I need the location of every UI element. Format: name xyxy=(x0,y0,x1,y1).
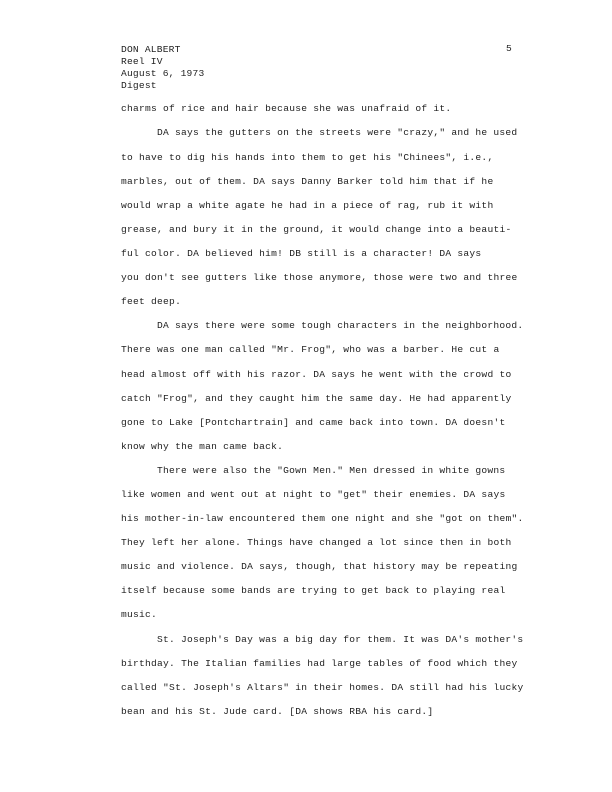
text-line: music and violence. DA says, though, that history may be repeating xyxy=(121,561,518,572)
text-line: like women and went out at night to "get" their enemies. DA says xyxy=(121,489,506,500)
interview-date: August 6, 1973 xyxy=(121,68,205,79)
text-line: birthday. The Italian families had large tables of food which they xyxy=(121,658,518,669)
text-line: marbles, out of them. DA says Danny Barker told him that if he xyxy=(121,176,494,187)
text-line: you don't see gutters like those anymore, those were two and three xyxy=(121,272,518,283)
text-line: music. xyxy=(121,609,158,620)
text-line: would wrap a white agate he had in a piece of rag, rub it with xyxy=(121,200,494,211)
text-line: to have to dig his hands into them to get his "Chinees", i.e., xyxy=(121,152,494,163)
text-line: called "St. Joseph's Altars" in their homes. DA still had his lucky xyxy=(121,682,524,693)
text-line: bean and his St. Jude card. [DA shows RBA his card.] xyxy=(121,706,434,717)
text-line: There was one man called "Mr. Frog", who was a barber. He cut a xyxy=(121,344,500,355)
text-line: DA says the gutters on the streets were "crazy," and he used xyxy=(157,127,518,138)
document-type: Digest xyxy=(121,80,157,91)
text-line: St. Joseph's Day was a big day for them. It was DA's mother's xyxy=(157,634,524,645)
text-line: They left her alone. Things have changed a lot since then in both xyxy=(121,537,512,548)
text-line: feet deep. xyxy=(121,296,182,307)
text-line: charms of rice and hair because she was unafraid of it. xyxy=(121,103,452,114)
text-line: There were also the "Gown Men." Men dressed in white gowns xyxy=(157,465,506,476)
text-line: catch "Frog", and they caught him the same day. He had apparently xyxy=(121,393,512,404)
text-line: head almost off with his razor. DA says he went with the crowd to xyxy=(121,369,512,380)
text-line: DA says there were some tough characters in the neighborhood. xyxy=(157,320,524,331)
text-line: ful color. DA believed him! DB still is a character! DA says xyxy=(121,248,482,259)
reel-label: Reel IV xyxy=(121,56,163,67)
text-line: itself because some bands are trying to get back to playing real xyxy=(121,585,506,596)
text-line: gone to Lake [Pontchartrain] and came back into town. DA doesn't xyxy=(121,417,506,428)
text-line: grease, and bury it in the ground, it would change into a beauti- xyxy=(121,224,512,235)
interviewee-name: DON ALBERT xyxy=(121,44,181,55)
text-line: know why the man came back. xyxy=(121,441,284,452)
page-number: 5 xyxy=(506,43,512,54)
text-line: his mother-in-law encountered them one night and she "got on them". xyxy=(121,513,524,524)
